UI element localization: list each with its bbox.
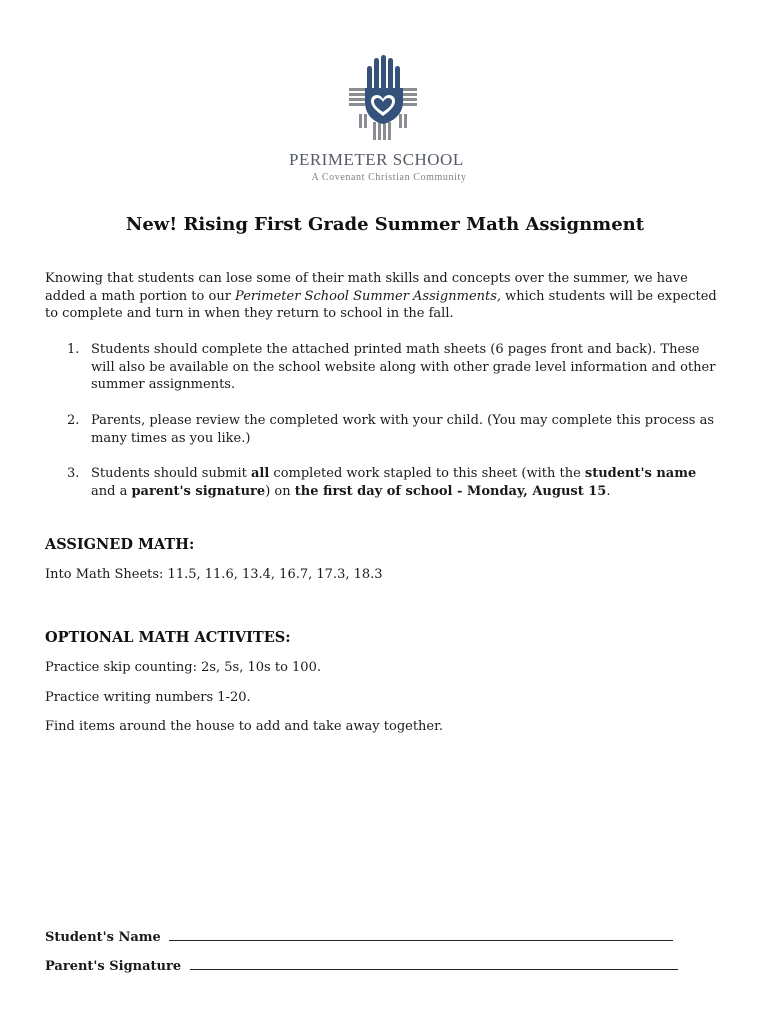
student-name-field[interactable]: [45, 927, 673, 945]
parent-signature-label: Parent's Signature: [45, 959, 182, 974]
assigned-math-text: Into Math Sheets: 11.5, 11.6, 13.4, 16.7, 17.3, 18.3: [45, 567, 383, 582]
list-number: 2.: [67, 413, 80, 428]
intro-line-2: added a math portion to our Perimeter School Summer Assignments, which students will be expected: [45, 288, 717, 304]
list-number: 1.: [67, 342, 80, 357]
program-name: Perimeter School Summer Assignments,: [235, 288, 502, 304]
optional-activity-2: Practice writing numbers 1-20.: [45, 690, 251, 705]
optional-activity-3: Find items around the house to add and take away together.: [45, 719, 444, 734]
document-title: New! Rising First Grade Summer Math Assignment: [125, 214, 645, 235]
school-logo: [345, 52, 421, 144]
intro-paragraph: [45, 270, 735, 323]
parent-signature-field[interactable]: [45, 956, 678, 974]
intro-line-3: to complete and turn in when they return to school in the fall.: [45, 306, 454, 321]
student-name-line[interactable]: [169, 927, 673, 941]
school-tagline: A Covenant Christian Community: [311, 172, 467, 183]
school-name: PERIMETER SCHOOL: [289, 150, 464, 169]
student-name-label: Student's Name: [45, 930, 161, 945]
optional-activity-1: Practice skip counting: 2s, 5s, 10s to 100.: [45, 660, 321, 675]
list-number: 3.: [67, 466, 80, 481]
intro-line-1: Knowing that students can lose some of their math skills and concepts over the summer, we have: [45, 271, 688, 286]
parent-signature-line[interactable]: [190, 956, 678, 970]
assigned-math-heading: ASSIGNED MATH:: [45, 536, 195, 553]
optional-math-heading: OPTIONAL MATH ACTIVITES:: [45, 629, 291, 646]
